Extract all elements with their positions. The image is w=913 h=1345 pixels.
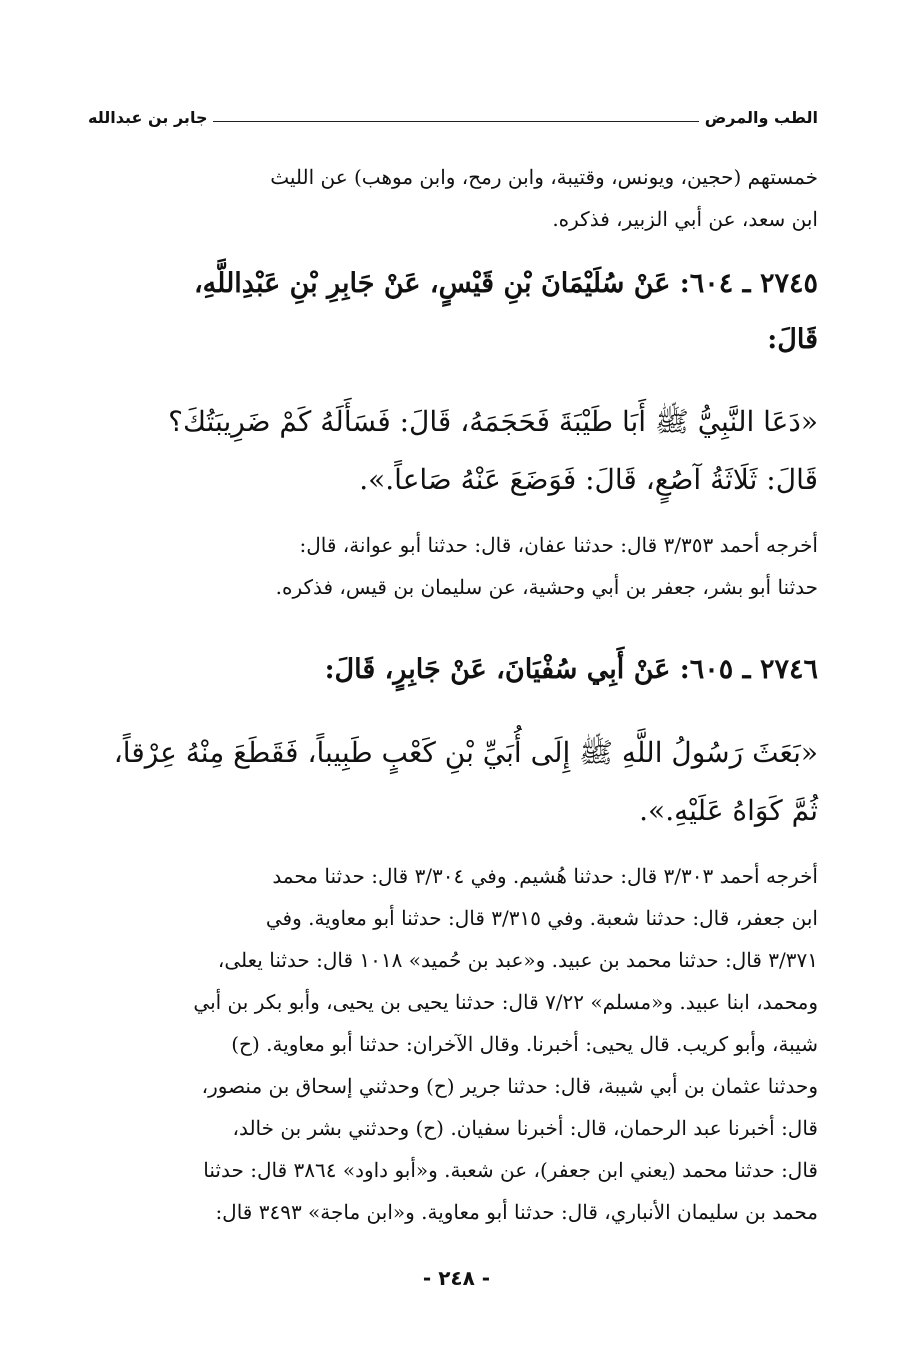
hadith-2745-takhrij — [90, 524, 818, 608]
takhrij-line: ابن جعفر، قال: حدثنا شعبة. وفي ٣/٣١٥ قال: حدثنا أبو معاوية. وفي — [265, 906, 818, 930]
takhrij-line: وحدثنا عثمان بن أبي شيبة، قال: حدثنا جرير (ح) وحدثني إسحاق بن منصور، — [201, 1074, 818, 1098]
intro-line: خمستهم (حجين، ويونس، وقتيبة، وابن رمح، وابن موهب) عن الليث — [270, 165, 818, 189]
hadith-text-line: قَالَ: ثَلَاثَةُ آصُعٍ، قَالَ: فَوَضَعَ عَنْهُ صَاعاً.». — [359, 463, 818, 496]
takhrij-line: قال: أخبرنا عبد الرحمان، قال: أخبرنا سفيان. (ح) وحدثني بشر بن خالد، — [232, 1116, 818, 1140]
takhrij-line: قال: حدثنا محمد (يعني ابن جعفر)، عن شعبة. و«أبو داود» ٣٨٦٤ قال: حدثنا — [203, 1158, 818, 1182]
hadith-2745-heading — [90, 256, 818, 368]
hadith-heading-line: ٢٧٤٥ ـ ٦٠٤: عَنْ سُلَيْمَانَ بْنِ قَيْسٍ، عَنْ جَابِرِ بْنِ عَبْدِاللَّهِ، — [193, 268, 818, 299]
intro-paragraph — [90, 156, 818, 240]
takhrij-line: أخرجه أحمد ٣/٣٥٣ قال: حدثنا عفان، قال: حدثنا أبو عوانة، قال: — [299, 533, 818, 557]
hadith-2746-text — [90, 724, 818, 840]
section-title: الطب والمرض — [704, 107, 818, 127]
takhrij-line: ٣/٣٧١ قال: حدثنا محمد بن عبيد. و«عبد بن حُميد» ١٠١٨ قال: حدثنا يعلى، — [217, 948, 818, 972]
takhrij-line: ومحمد، ابنا عبيد. و«مسلم» ٧/٢٢ قال: حدثنا يحيى بن يحيى، وأبو بكر بن أبي — [193, 990, 818, 1014]
takhrij-line: شيبة، وأبو كريب. قال يحيى: أخبرنا. وقال الآخران: حدثنا أبو معاوية. (ح) — [231, 1032, 818, 1056]
hadith-2746-takhrij — [90, 855, 818, 1233]
running-header — [88, 104, 818, 130]
hadith-text-line: ثُمَّ كَوَاهُ عَلَيْهِ.». — [639, 794, 818, 827]
takhrij-line: أخرجه أحمد ٣/٣٠٣ قال: حدثنا هُشيم. وفي ٣/٣٠٤ قال: حدثنا محمد — [272, 864, 818, 888]
chapter-title: جابر بن عبدالله — [88, 107, 208, 127]
hadith-2745-text — [90, 393, 818, 509]
hadith-text-line: «بَعَثَ رَسُولُ اللَّهِ ﷺ إِلَى أُبَيِّ بْنِ كَعْبٍ طَبِيباً، فَقَطَعَ مِنْهُ عِرْقاً، — [113, 736, 818, 769]
header-rule — [213, 121, 698, 122]
takhrij-line: محمد بن سليمان الأنباري، قال: حدثنا أبو معاوية. و«ابن ماجة» ٣٤٩٣ قال: — [215, 1200, 818, 1224]
hadith-text-line: «دَعَا النَّبِيُّ ﷺ أَبَا طَيْبَةَ فَحَجَمَهُ، قَالَ: فَسَأَلَهُ كَمْ ضَرِيبَتُكَ؟ — [168, 405, 818, 438]
intro-line: ابن سعد، عن أبي الزبير، فذكره. — [552, 207, 818, 231]
hadith-heading-line: قَالَ: — [767, 324, 818, 355]
hadith-2746-heading — [90, 642, 818, 698]
hadith-heading-line: ٢٧٤٦ ـ ٦٠٥: عَنْ أَبِي سُفْيَانَ، عَنْ جَابِرٍ، قَالَ: — [324, 654, 818, 685]
page-number: - ٢٤٨ - — [422, 1266, 491, 1290]
takhrij-line: حدثنا أبو بشر، جعفر بن أبي وحشية، عن سليمان بن قيس، فذكره. — [275, 575, 818, 599]
